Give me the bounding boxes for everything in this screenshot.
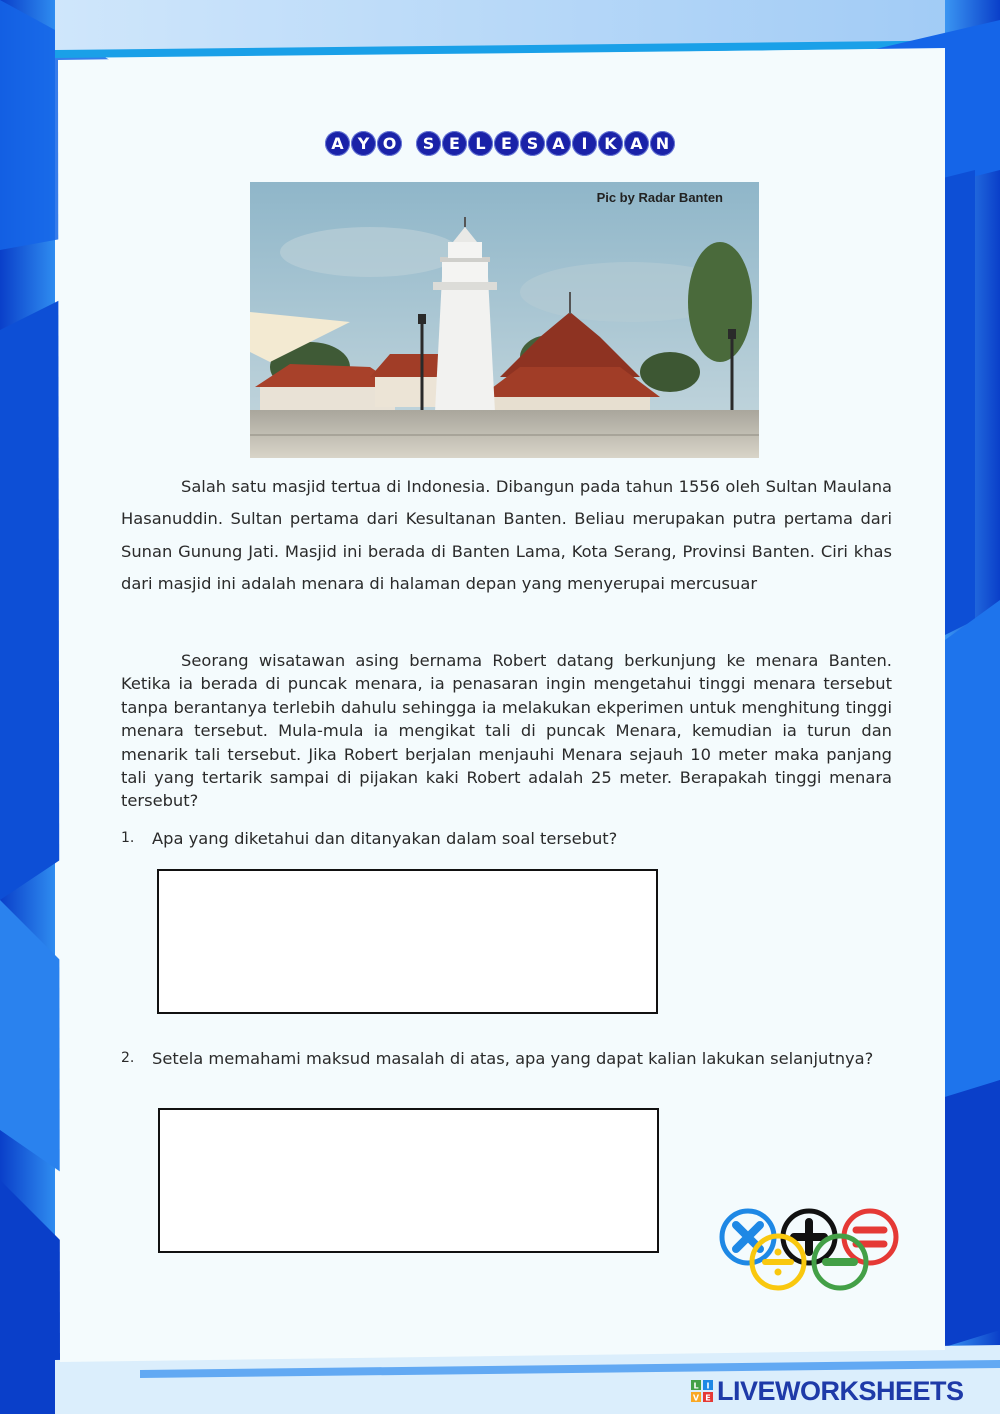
- liveworksheets-mark-icon: [691, 1380, 713, 1402]
- svg-text:I: I: [706, 1381, 710, 1391]
- svg-text:L: L: [693, 1381, 699, 1391]
- math-operations-logo: [718, 1205, 903, 1291]
- title-letter: K: [598, 131, 623, 156]
- title-letter: A: [624, 131, 649, 156]
- question-number: 2.: [121, 1050, 135, 1066]
- problem-paragraph: Seorang wisatawan asing bernama Robert datang berkunjung ke menara Banten. Ketika ia berada di puncak menara, ia penasaran ingin mengetahui tinggi menara tersebut tanpa berantanya terlebih dahulu sehingga ia melakukan ekperimen untuk menghitung tinggi menara tersebut. Mula-mula ia mengikat tali di puncak Menara, kemudian ia turun dan menarik tali tersebut. Jika Robert berjalan menjauhi Menara sejauh 10 meter maka panjang tali yang tertarik sampai di pijakan kaki Robert adalah 25 meter. Berapakah tinggi menara tersebut?: [121, 651, 892, 811]
- title-word-1: [325, 131, 402, 156]
- title-letter: N: [650, 131, 675, 156]
- answer-box-1[interactable]: [157, 869, 658, 1014]
- title-letter: E: [442, 131, 467, 156]
- liveworksheets-logo[interactable]: [691, 1376, 964, 1406]
- title-letter: O: [377, 131, 402, 156]
- answer-box-2[interactable]: [158, 1108, 659, 1253]
- question-text: Apa yang diketahui dan ditanyakan dalam soal tersebut?: [152, 829, 618, 848]
- title-letter: S: [520, 131, 545, 156]
- title-letter: E: [494, 131, 519, 156]
- photo-credit: Pic by Radar Banten: [596, 190, 723, 205]
- title-letter: S: [416, 131, 441, 156]
- title-letter: L: [468, 131, 493, 156]
- question-text: Setela memahami maksud masalah di atas, apa yang dapat kalian lakukan selanjutnya?: [152, 1049, 874, 1068]
- intro-paragraph: Salah satu masjid tertua di Indonesia. Dibangun pada tahun 1556 oleh Sultan Maulana Hasanuddin. Sultan pertama dari Kesultanan Banten. Beliau merupakan putra pertama dari Sunan Gunung Jati. Masjid ini berada di Banten Lama, Kota Serang, Provinsi Banten. Ciri khas dari masjid ini adalah menara di halaman depan yang menyerupai mercusuar: [121, 477, 892, 593]
- svg-text:E: E: [705, 1393, 711, 1402]
- mosque-illustration: [250, 182, 759, 458]
- title-letter: A: [325, 131, 350, 156]
- mosque-photo: [250, 182, 759, 458]
- svg-text:V: V: [692, 1393, 700, 1402]
- brand-name: LIVEWORKSHEETS: [717, 1375, 964, 1406]
- title-word-2: [416, 131, 675, 156]
- title-letter: Y: [351, 131, 376, 156]
- question-1: [121, 827, 881, 850]
- title-letter: A: [546, 131, 571, 156]
- title-letter: I: [572, 131, 597, 156]
- question-2: [121, 1047, 881, 1070]
- question-number: 1.: [121, 830, 135, 846]
- page-title: [0, 131, 1000, 156]
